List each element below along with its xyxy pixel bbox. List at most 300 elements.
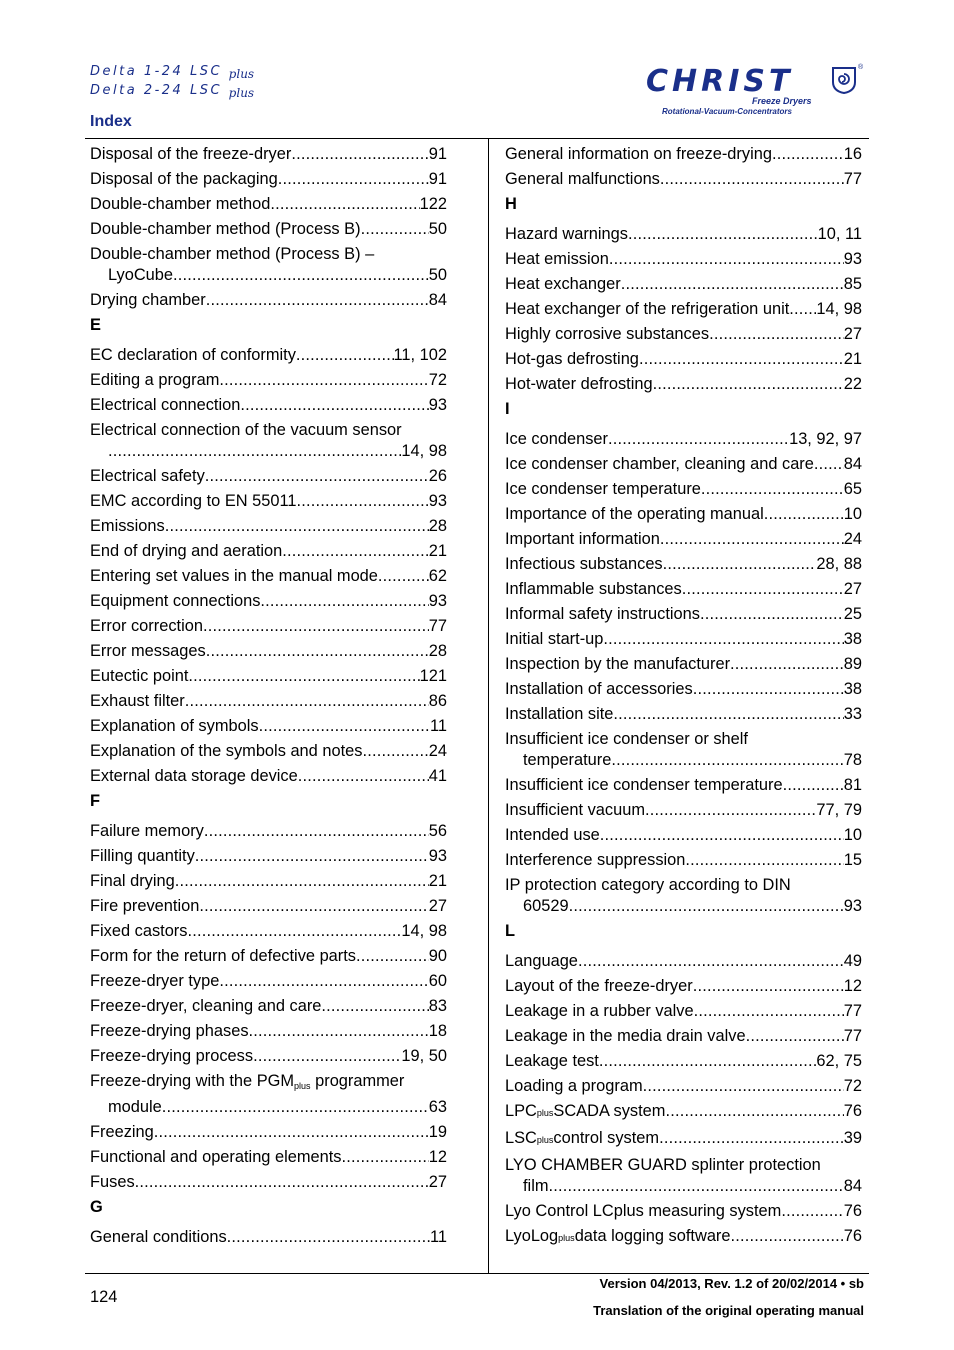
entry-page: 76 <box>843 1102 862 1120</box>
entry-page: 10 <box>843 826 862 844</box>
index-entry <box>90 1225 447 1250</box>
entry-page: 14, 98 <box>401 922 447 940</box>
index-entry <box>505 652 862 677</box>
leader-dots <box>108 441 401 462</box>
index-entry <box>90 192 447 217</box>
entry-label: Infectious substances <box>505 555 663 573</box>
index-entry <box>90 894 447 919</box>
entry-page: 72 <box>428 371 447 389</box>
entry-page: 19, 50 <box>401 1047 447 1065</box>
index-entry <box>505 552 862 577</box>
index-entry <box>90 919 447 944</box>
index-entry <box>505 1126 862 1153</box>
entry-page: 11, 102 <box>393 346 447 364</box>
leader-dots <box>253 1044 401 1069</box>
leader-dots <box>162 1097 429 1118</box>
leader-dots <box>206 639 429 664</box>
leader-dots <box>282 539 428 564</box>
entry-page: 93 <box>428 592 447 610</box>
entry-label: Ice condenser chamber, cleaning and care <box>505 455 814 473</box>
entry-page: 50 <box>428 266 447 284</box>
entry-label: Ice condenser <box>505 430 608 448</box>
entry-label: Important information <box>505 530 660 548</box>
entry-page: 21 <box>428 872 447 890</box>
leader-dots <box>609 247 844 272</box>
leader-dots <box>608 427 789 452</box>
entry-page: 77 <box>843 1002 862 1020</box>
index-entry <box>90 664 447 689</box>
index-entry <box>505 427 862 452</box>
leader-dots <box>764 502 844 527</box>
logo-emblem-icon <box>831 66 857 94</box>
index-entry <box>90 142 447 167</box>
entry-label: Heat emission <box>505 250 609 268</box>
entry-label: Electrical connection <box>90 396 241 414</box>
entry-page: 84 <box>843 455 862 473</box>
entry-label: Error messages <box>90 642 206 660</box>
entry-label-line1: IP protection category according to DIN <box>505 876 791 894</box>
leader-dots <box>701 477 844 502</box>
index-entry <box>505 1074 862 1099</box>
entry-label: Leakage test <box>505 1052 599 1070</box>
entry-label: Insufficient ice condenser temperature <box>505 776 783 794</box>
index-entry <box>90 869 447 894</box>
entry-label-prefix: Freeze-drying with the PGM <box>90 1072 295 1090</box>
index-entry <box>505 297 862 322</box>
leader-dots <box>195 844 429 869</box>
entry-label: Double-chamber method (Process B) <box>90 220 361 238</box>
version-info: Version 04/2013, Rev. 1.2 of 20/02/2014 • sb <box>599 1276 864 1291</box>
entry-label: Eutectic point <box>90 667 189 685</box>
entry-page: 72 <box>843 1077 862 1095</box>
entry-page: 77 <box>843 170 862 188</box>
entry-label: Electrical safety <box>90 467 205 485</box>
leader-dots <box>219 368 428 393</box>
index-entry <box>90 1019 447 1044</box>
entry-label: LyoCube <box>108 266 174 284</box>
index-entry <box>90 464 447 489</box>
index-entry <box>90 994 447 1019</box>
entry-label: Failure memory <box>90 822 204 840</box>
entry-label: Final drying <box>90 872 175 890</box>
index-entry <box>505 702 862 727</box>
index-entry <box>90 514 447 539</box>
leader-dots <box>173 265 429 286</box>
entry-page: 90 <box>428 947 447 965</box>
entry-label: Explanation of the symbols and notes <box>90 742 363 760</box>
leader-dots <box>628 222 818 247</box>
entry-page: 28 <box>428 517 447 535</box>
entry-label: Importance of the operating manual <box>505 505 764 523</box>
entry-page: 16 <box>843 145 862 163</box>
index-entry <box>505 577 862 602</box>
index-entry <box>505 949 862 974</box>
leader-dots <box>227 1225 430 1250</box>
index-letter-heading: I <box>505 400 510 418</box>
leader-dots <box>259 714 430 739</box>
leader-dots <box>603 627 843 652</box>
entry-label: Layout of the freeze-dryer <box>505 977 693 995</box>
entry-page: 60 <box>428 972 447 990</box>
entry-label: General information on freeze-drying <box>505 145 772 163</box>
index-entry <box>505 1199 862 1224</box>
logo-wordmark: CHRIST <box>646 64 794 99</box>
entry-label: External data storage device <box>90 767 298 785</box>
entry-label: Fuses <box>90 1173 135 1191</box>
entry-page: 84 <box>843 1177 862 1195</box>
model-name-1: Delta 1-24 LSC plus <box>90 64 255 81</box>
entry-page: 93 <box>428 847 447 865</box>
leader-dots <box>731 1224 844 1249</box>
leader-dots <box>187 919 401 944</box>
index-entry <box>505 347 862 372</box>
entry-label: Installation site <box>505 705 614 723</box>
leader-dots <box>298 764 429 789</box>
leader-dots <box>746 1024 844 1049</box>
leader-dots <box>569 896 844 917</box>
leader-dots <box>154 1120 429 1145</box>
entry-label: Filling quantity <box>90 847 195 865</box>
entry-page: 91 <box>428 145 447 163</box>
entry-label: EMC according to EN 55011 <box>90 492 297 510</box>
entry-page: 62, 75 <box>816 1052 862 1070</box>
index-entry <box>90 393 447 418</box>
leader-dots <box>165 514 429 539</box>
index-entry <box>90 589 447 614</box>
leader-dots <box>611 750 843 771</box>
entry-label-line1: Double-chamber method (Process B) – <box>90 245 375 263</box>
leader-dots <box>660 527 844 552</box>
entry-label: Freeze-drying process <box>90 1047 254 1065</box>
entry-page: 76 <box>843 1227 862 1245</box>
index-entry <box>90 441 447 464</box>
leader-dots <box>613 702 843 727</box>
leader-dots <box>199 894 428 919</box>
entry-label: Highly corrosive substances <box>505 325 710 343</box>
leader-dots <box>814 452 844 477</box>
index-entry <box>90 564 447 589</box>
entry-label: SCADA system <box>553 1102 666 1120</box>
entry-label: Exhaust filter <box>90 692 185 710</box>
entry-page: 93 <box>428 396 447 414</box>
index-entry <box>90 288 447 313</box>
entry-page: 14, 98 <box>816 300 862 318</box>
entry-label: Inflammable substances <box>505 580 682 598</box>
index-entry <box>90 265 447 288</box>
index-entry-multiline <box>90 1069 447 1120</box>
index-entry <box>90 1120 447 1145</box>
entry-page: 15 <box>843 851 862 869</box>
index-entry <box>505 602 862 627</box>
leader-dots <box>730 652 844 677</box>
leader-dots <box>206 288 429 313</box>
index-entry <box>505 848 862 873</box>
entry-label: General malfunctions <box>505 170 660 188</box>
index-entry <box>90 368 447 393</box>
index-entry <box>90 1097 447 1120</box>
leader-dots <box>297 489 429 514</box>
index-entry <box>505 272 862 297</box>
index-entry <box>505 627 862 652</box>
index-entry <box>90 343 447 368</box>
index-entry <box>505 142 862 167</box>
entry-page: 86 <box>428 692 447 710</box>
index-entry <box>90 614 447 639</box>
entry-label: Form for the return of defective parts <box>90 947 357 965</box>
leader-dots <box>260 589 428 614</box>
entry-page: 28, 88 <box>816 555 862 573</box>
entry-label: General conditions <box>90 1228 227 1246</box>
index-entry-multiline <box>505 1153 862 1199</box>
entry-label: Freeze-dryer, cleaning and care <box>90 997 322 1015</box>
entry-label: Editing a program <box>90 371 220 389</box>
leader-dots <box>653 372 844 397</box>
leader-dots <box>321 994 428 1019</box>
entry-label-subscript: plus <box>536 1108 554 1118</box>
entry-page: 28 <box>428 642 447 660</box>
entry-page: 93 <box>843 250 862 268</box>
index-entry <box>90 539 447 564</box>
index-entry <box>90 969 447 994</box>
entry-label: Disposal of the freeze-dryer <box>90 145 292 163</box>
leader-dots <box>378 564 429 589</box>
footer-rule <box>85 1273 869 1274</box>
leader-dots <box>240 393 428 418</box>
leader-dots <box>291 142 428 167</box>
entry-label-line1: Electrical connection of the vacuum sensor <box>90 421 402 439</box>
entry-page: 89 <box>843 655 862 673</box>
entry-page: 13, 92, 97 <box>789 430 862 448</box>
index-entry <box>505 477 862 502</box>
registered-mark: ® <box>858 64 864 71</box>
index-entry <box>505 322 862 347</box>
leader-dots <box>599 1049 817 1074</box>
entry-page: 78 <box>843 751 862 769</box>
entry-label: Fire prevention <box>90 897 200 915</box>
leader-dots <box>204 819 429 844</box>
entry-page: 56 <box>428 822 447 840</box>
entry-page: 49 <box>843 952 862 970</box>
entry-page: 65 <box>843 480 862 498</box>
index-entry <box>90 489 447 514</box>
entry-label: End of drying and aeration <box>90 542 283 560</box>
index-entry <box>505 372 862 397</box>
leader-dots <box>693 974 844 999</box>
entry-label-line1 <box>90 1069 447 1097</box>
entry-label: Entering set values in the manual mode <box>90 567 378 585</box>
entry-label: Hot-water defrosting <box>505 375 653 393</box>
index-entry <box>505 823 862 848</box>
leader-dots <box>783 773 844 798</box>
entry-page: 25 <box>843 605 862 623</box>
entry-label: Freezing <box>90 1123 154 1141</box>
entry-page: 10, 11 <box>817 225 862 243</box>
leader-dots <box>781 1199 843 1224</box>
index-entry-multiline <box>90 418 447 464</box>
leader-dots <box>249 1019 429 1044</box>
entry-label-suffix: programmer <box>310 1072 405 1090</box>
entry-label: Initial start-up <box>505 630 604 648</box>
entry-page: 14, 98 <box>401 442 447 460</box>
entry-page: 22 <box>843 375 862 393</box>
index-entry <box>90 639 447 664</box>
entry-label: 60529 <box>523 897 569 915</box>
index-letter-heading: H <box>505 195 517 213</box>
entry-label-prefix: LPC <box>505 1102 537 1120</box>
leader-dots <box>185 689 429 714</box>
leader-dots <box>356 944 429 969</box>
index-entry <box>90 1170 447 1195</box>
leader-dots <box>600 823 844 848</box>
leader-dots <box>219 969 428 994</box>
leader-dots <box>278 167 429 192</box>
entry-label: Double-chamber method <box>90 195 271 213</box>
entry-label: Heat exchanger of the refrigeration unit <box>505 300 790 318</box>
entry-label-line1: LYO CHAMBER GUARD splinter protection <box>505 1156 821 1174</box>
entry-label: data logging software <box>574 1227 731 1245</box>
leader-dots <box>663 552 817 577</box>
entry-page: 41 <box>428 767 447 785</box>
index-entry <box>505 773 862 798</box>
index-entry <box>505 677 862 702</box>
entry-page: 27 <box>428 897 447 915</box>
entry-page: 93 <box>428 492 447 510</box>
entry-page: 91 <box>428 170 447 188</box>
model-name-2: Delta 2-24 LSC plus <box>90 83 255 100</box>
leader-dots <box>362 739 428 764</box>
entry-label: Fixed castors <box>90 922 188 940</box>
leader-dots <box>685 848 843 873</box>
index-entry <box>90 217 447 242</box>
entry-label: Leakage in a rubber valve <box>505 1002 694 1020</box>
leader-dots <box>549 1176 844 1197</box>
leader-dots <box>643 1074 844 1099</box>
leader-dots <box>789 297 816 322</box>
index-entry <box>505 999 862 1024</box>
entry-page: 18 <box>428 1022 447 1040</box>
leader-dots <box>772 142 844 167</box>
entry-page: 50 <box>428 220 447 238</box>
entry-label: Equipment connections <box>90 592 261 610</box>
entry-page: 83 <box>428 997 447 1015</box>
translation-note: Translation of the original operating manual <box>593 1303 864 1318</box>
entry-label: Freeze-dryer type <box>90 972 220 990</box>
leader-dots <box>682 577 844 602</box>
index-entry <box>90 1044 447 1069</box>
entry-label-prefix: LSC <box>505 1129 537 1147</box>
page-number: 124 <box>90 1288 118 1306</box>
entry-page: 19 <box>428 1123 447 1141</box>
index-entry <box>505 1224 862 1251</box>
entry-label: module <box>108 1098 162 1116</box>
entry-page: 81 <box>843 776 862 794</box>
index-entry <box>505 452 862 477</box>
index-entry-multiline <box>90 242 447 288</box>
entry-label: Error correction <box>90 617 203 635</box>
entry-page: 12 <box>843 977 862 995</box>
entry-page: 84 <box>428 291 447 309</box>
index-entry <box>505 167 862 192</box>
entry-page: 33 <box>843 705 862 723</box>
index-entry <box>505 896 862 919</box>
index-entry-multiline <box>505 873 862 919</box>
entry-page: 77 <box>843 1027 862 1045</box>
entry-page: 77 <box>428 617 447 635</box>
index-entry <box>90 819 447 844</box>
logo-tagline-1: Freeze Dryers <box>752 96 812 106</box>
entry-page: 76 <box>843 1202 862 1220</box>
index-entry <box>90 944 447 969</box>
index-entry <box>505 750 862 773</box>
entry-label: Inspection by the manufacturer <box>505 655 731 673</box>
entry-page: 27 <box>843 325 862 343</box>
index-entry-multiline <box>505 727 862 773</box>
leader-dots <box>205 464 429 489</box>
entry-label-subscript: plus <box>536 1135 554 1145</box>
entry-page: 26 <box>428 467 447 485</box>
leader-dots <box>135 1170 429 1195</box>
index-entry <box>505 974 862 999</box>
index-entry <box>90 844 447 869</box>
index-letter-heading: F <box>90 792 101 810</box>
index-letter-heading: L <box>505 922 516 940</box>
leader-dots <box>578 949 844 974</box>
entry-page: 11 <box>429 717 447 735</box>
entry-page: 27 <box>428 1173 447 1191</box>
entry-label: Loading a program <box>505 1077 643 1095</box>
index-entry <box>90 689 447 714</box>
entry-page: 10 <box>843 505 862 523</box>
entry-page: 12 <box>428 1148 447 1166</box>
entry-label: Functional and operating elements <box>90 1148 342 1166</box>
index-entry <box>505 798 862 823</box>
entry-label: Leakage in the media drain valve <box>505 1027 746 1045</box>
index-entry <box>505 1099 862 1126</box>
entry-page: 39 <box>843 1129 862 1147</box>
entry-label: film <box>523 1177 549 1195</box>
christ-logo <box>642 64 867 120</box>
entry-page: 85 <box>843 275 862 293</box>
entry-label: Insufficient vacuum <box>505 801 646 819</box>
leader-dots <box>270 192 419 217</box>
entry-page: 21 <box>843 350 862 368</box>
entry-page: 27 <box>843 580 862 598</box>
entry-label: control system <box>553 1129 660 1147</box>
index-column-left <box>90 142 447 1250</box>
entry-label: Interference suppression <box>505 851 686 869</box>
index-entry <box>90 1145 447 1170</box>
entry-label: Hazard warnings <box>505 225 628 243</box>
section-title: Index <box>90 113 132 130</box>
entry-label: Informal safety instructions <box>505 605 700 623</box>
index-entry <box>90 764 447 789</box>
entry-label: Drying chamber <box>90 291 206 309</box>
leader-dots <box>709 322 844 347</box>
index-entry <box>505 502 862 527</box>
index-entry <box>505 247 862 272</box>
leader-dots <box>693 677 844 702</box>
entry-label: Lyo Control LCplus measuring system <box>505 1202 782 1220</box>
leader-dots <box>665 1099 843 1124</box>
leader-dots <box>660 167 844 192</box>
entry-label: Ice condenser temperature <box>505 480 701 498</box>
index-entry <box>505 1024 862 1049</box>
leader-dots <box>361 217 429 242</box>
entry-page: 21 <box>428 542 447 560</box>
entry-label: Emissions <box>90 517 165 535</box>
entry-label: Installation of accessories <box>505 680 693 698</box>
index-entry <box>505 222 862 247</box>
